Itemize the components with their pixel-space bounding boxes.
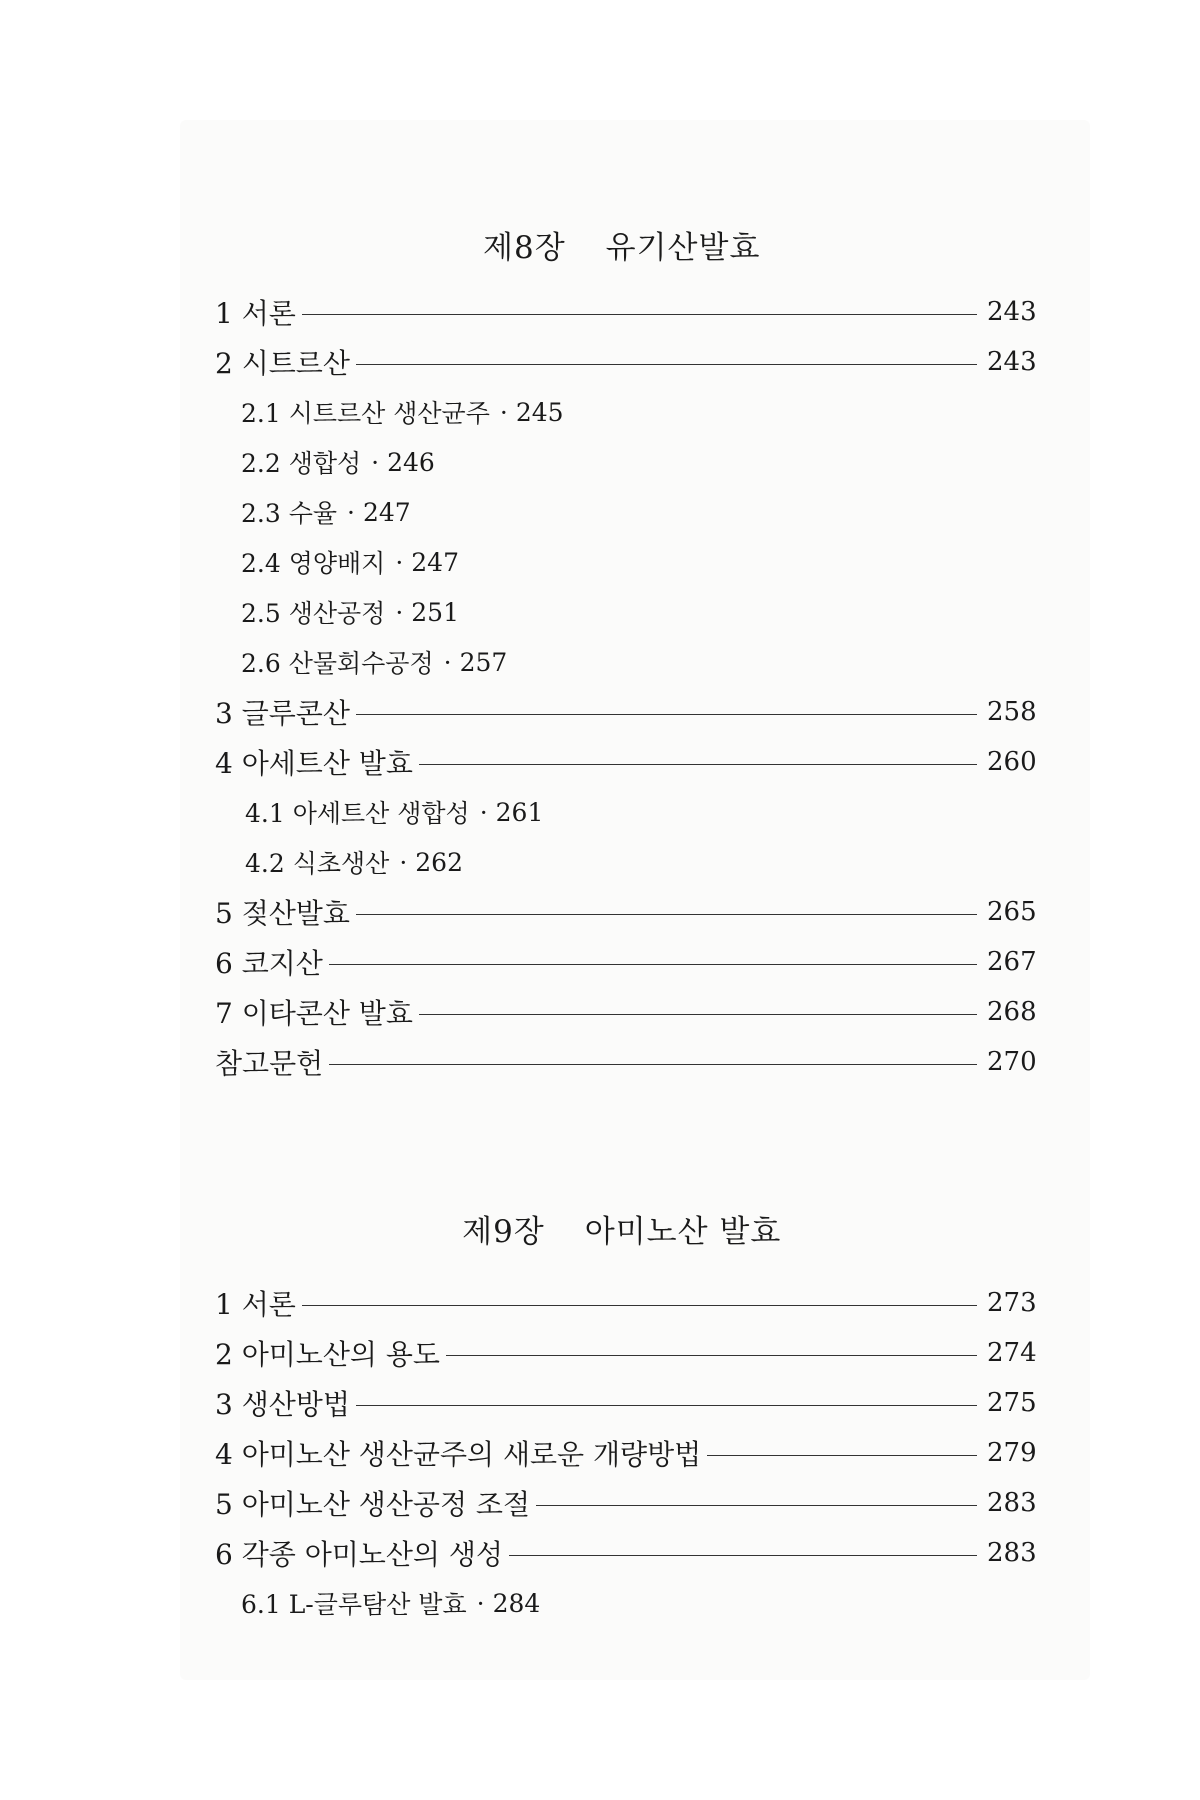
toc-entry-label: 3 글루콘산 [215, 697, 350, 730]
chapter-9-toc [215, 1278, 1037, 1628]
leader-line [329, 1064, 977, 1065]
leader-line [536, 1505, 977, 1506]
toc-subentry-label: 2.3 수율 [241, 499, 338, 528]
toc-subentry-label: 6.1 L-글루탐산 발효 [241, 1590, 467, 1619]
separator-dot: · [395, 597, 404, 627]
separator-dot: · [347, 497, 355, 527]
toc-subentry-page: 246 [387, 447, 435, 477]
toc-entry-label: 2 시트르산 [215, 347, 350, 380]
separator-dot: · [499, 397, 508, 427]
leader-line [356, 1405, 977, 1406]
toc-entry-label: 5 젖산발효 [215, 897, 350, 930]
toc-subentry-page: 247 [411, 547, 459, 577]
toc-entry-label: 6 각종 아미노산의 생성 [215, 1538, 503, 1571]
toc-entry-label: 1 서론 [215, 297, 296, 330]
toc-entry[interactable] [215, 287, 1037, 337]
separator-dot: · [371, 447, 380, 477]
toc-subentry-label: 4.2 식초생산 [245, 849, 390, 878]
leader-line [509, 1555, 977, 1556]
toc-entry[interactable] [215, 937, 1037, 987]
chapter-9-number: 제9장 [462, 1214, 545, 1250]
toc-entry-page: 273 [987, 1288, 1037, 1318]
toc-entry[interactable] [215, 1528, 1037, 1578]
toc-entry-page: 260 [987, 747, 1037, 777]
toc-subentry[interactable] [215, 1578, 1027, 1628]
toc-subentry-page: 261 [495, 797, 544, 827]
toc-entry-page: 275 [987, 1388, 1037, 1418]
chapter-9-title: 아미노산 발효 [584, 1214, 782, 1250]
chapter-8-toc [215, 287, 1037, 1087]
toc-subentry[interactable] [215, 637, 1027, 687]
toc-entry-label: 3 생산방법 [215, 1388, 350, 1421]
toc-subentry-label: 2.4 영양배지 [241, 549, 386, 578]
toc-entry-page: 283 [987, 1538, 1037, 1568]
toc-subentry-label: 2.2 생합성 [241, 449, 362, 478]
chapter-8-number: 제8장 [483, 230, 566, 266]
toc-subentry-label: 4.1 아세트산 생합성 [245, 799, 470, 828]
toc-subentry[interactable] [215, 787, 1027, 837]
toc-subentry[interactable] [215, 437, 1027, 487]
toc-entry[interactable] [215, 1278, 1037, 1328]
toc-entry-page: 283 [987, 1488, 1037, 1518]
leader-line [356, 914, 977, 915]
toc-subentry[interactable] [215, 387, 1027, 437]
toc-entry-page: 265 [987, 897, 1037, 927]
leader-line [419, 1014, 977, 1015]
toc-entry-label: 5 아미노산 생산공정 조절 [215, 1488, 530, 1521]
toc-entry[interactable] [215, 1478, 1037, 1528]
toc-entry[interactable] [215, 687, 1037, 737]
toc-subentry-label: 2.6 산물회수공정 [241, 649, 434, 678]
leader-line [419, 764, 977, 765]
toc-subentry-page: 257 [459, 647, 508, 677]
toc-entry-page: 243 [987, 347, 1037, 377]
chapter-8-title: 유기산발효 [605, 230, 761, 266]
toc-subentry[interactable] [215, 537, 1027, 587]
chapter-9-heading [0, 1170, 1200, 1287]
toc-entry[interactable] [215, 737, 1037, 787]
leader-line [356, 714, 977, 715]
toc-entry-label: 7 이타콘산 발효 [215, 997, 413, 1030]
leader-line [302, 314, 977, 315]
toc-entry-page: 268 [987, 997, 1037, 1027]
toc-entry-label: 2 아미노산의 용도 [215, 1338, 440, 1371]
separator-dot: · [399, 847, 408, 877]
toc-entry-page: 243 [987, 297, 1037, 327]
toc-entry-page: 258 [987, 697, 1037, 727]
toc-entry[interactable] [215, 1378, 1037, 1428]
toc-subentry-page: 284 [492, 1588, 541, 1618]
separator-dot: · [395, 547, 404, 577]
toc-entry[interactable] [215, 1328, 1037, 1378]
toc-entry[interactable] [215, 1428, 1037, 1478]
leader-line [302, 1305, 977, 1306]
leader-line [707, 1455, 977, 1456]
chapter-8-heading [0, 186, 1200, 303]
toc-entry-page: 267 [987, 947, 1037, 977]
toc-subentry[interactable] [215, 487, 1027, 537]
toc-entry-label: 4 아세트산 발효 [215, 747, 413, 780]
toc-entry[interactable] [215, 887, 1037, 937]
toc-subentry-label: 2.1 시트르산 생산균주 [241, 399, 490, 428]
toc-subentry[interactable] [215, 837, 1027, 887]
toc-subentry-label: 2.5 생산공정 [241, 599, 386, 628]
toc-entry[interactable] [215, 337, 1037, 387]
separator-dot: · [479, 797, 488, 827]
toc-subentry[interactable] [215, 587, 1027, 637]
leader-line [446, 1355, 977, 1356]
toc-subentry-page: 251 [411, 597, 459, 627]
leader-line [356, 364, 977, 365]
toc-subentry-page: 245 [515, 397, 564, 427]
toc-entry-page: 274 [987, 1338, 1037, 1368]
separator-dot: · [443, 647, 452, 677]
toc-entry[interactable] [215, 987, 1037, 1037]
toc-entry-page: 270 [987, 1047, 1037, 1077]
toc-subentry-page: 262 [415, 847, 463, 877]
toc-entry-label: 4 아미노산 생산균주의 새로운 개량방법 [215, 1438, 702, 1471]
toc-entry[interactable] [215, 1037, 1037, 1087]
toc-entry-label: 6 코지산 [215, 947, 323, 980]
toc-entry-label: 1 서론 [215, 1288, 296, 1321]
leader-line [329, 964, 977, 965]
toc-entry-label: 참고문헌 [215, 1047, 324, 1080]
toc-entry-page: 279 [987, 1438, 1037, 1468]
separator-dot: · [476, 1588, 485, 1618]
toc-subentry-page: 247 [362, 497, 411, 527]
